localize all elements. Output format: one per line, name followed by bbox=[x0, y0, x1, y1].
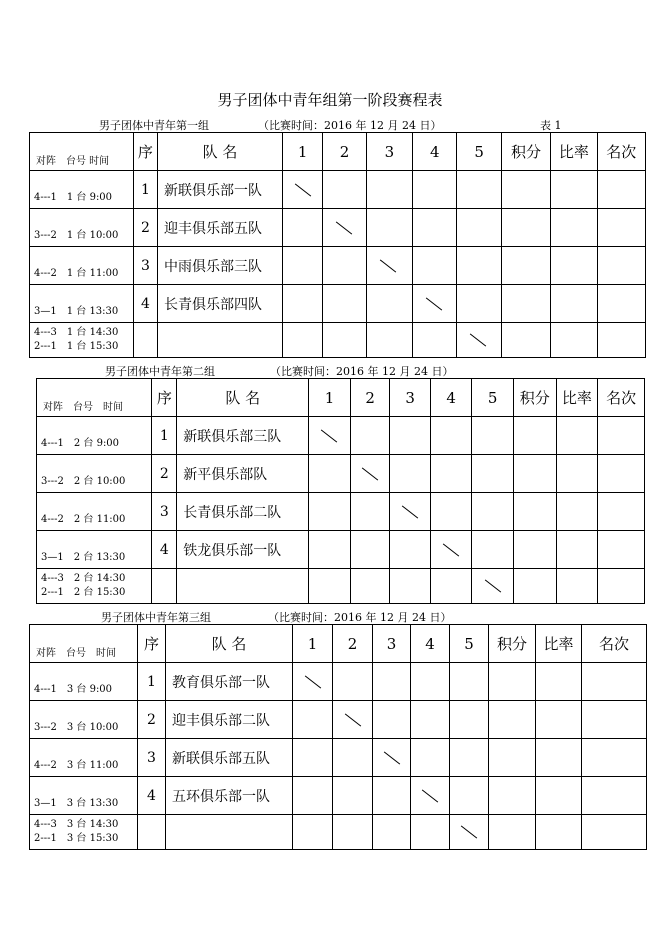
match-cell: 3—1 2 台 13:30 bbox=[37, 531, 152, 569]
diag-cell bbox=[413, 285, 457, 323]
match-cell: 3---2 3 台 10:00 bbox=[30, 701, 138, 739]
team-cell: 五环俱乐部一队 bbox=[166, 777, 293, 815]
match-cell: 4---2 3 台 11:00 bbox=[30, 739, 138, 777]
table-row bbox=[30, 739, 647, 777]
col-header-3: 3 bbox=[390, 379, 431, 417]
team-cell: 新平俱乐部队 bbox=[177, 455, 309, 493]
rank-header: 名次 bbox=[598, 379, 645, 417]
col-header-2: 2 bbox=[350, 379, 389, 417]
table-row bbox=[30, 663, 647, 701]
match-cell: 3---2 1 台 10:00 bbox=[30, 209, 134, 247]
diag-cell bbox=[457, 323, 501, 358]
diagonal-line bbox=[295, 183, 311, 196]
diag-cell bbox=[366, 247, 412, 285]
seq-cell: 2 bbox=[152, 455, 177, 493]
match-cell bbox=[37, 569, 152, 604]
diag-cell bbox=[293, 663, 333, 701]
score-header: 积分 bbox=[513, 379, 556, 417]
col-header-2: 2 bbox=[333, 625, 373, 663]
rank-header: 名次 bbox=[582, 625, 647, 663]
group3-name: 男子团体中青年第三组 bbox=[101, 611, 211, 624]
col-header-4: 4 bbox=[430, 379, 472, 417]
seq-header: 序 bbox=[152, 379, 177, 417]
table-row bbox=[30, 247, 646, 285]
table-row bbox=[30, 323, 646, 358]
seq-cell: 3 bbox=[138, 739, 166, 777]
match-line: 2---1 2 台 15:30 bbox=[41, 587, 126, 598]
team-header: 队 名 bbox=[158, 133, 283, 171]
team-cell: 长青俱乐部二队 bbox=[177, 493, 309, 531]
seq-cell: 2 bbox=[133, 209, 157, 247]
team-cell: 长青俱乐部四队 bbox=[158, 285, 283, 323]
table-row bbox=[30, 285, 646, 323]
diagonal-line bbox=[484, 579, 500, 592]
col-header-5: 5 bbox=[457, 133, 501, 171]
col-header-3: 3 bbox=[366, 133, 412, 171]
group2-table bbox=[36, 378, 645, 604]
match-cell bbox=[30, 323, 134, 358]
col-header-1: 1 bbox=[293, 625, 333, 663]
seq-header: 序 bbox=[133, 133, 157, 171]
seq-cell: 1 bbox=[133, 171, 157, 209]
match-header: 对阵 台号 时间 bbox=[37, 379, 152, 417]
match-line: 4---3 1 台 14:30 bbox=[34, 327, 119, 338]
diagonal-line bbox=[402, 505, 418, 518]
seq-cell: 3 bbox=[152, 493, 177, 531]
diag-cell bbox=[323, 209, 366, 247]
page-title: 男子团体中青年组第一阶段赛程表 bbox=[217, 91, 443, 109]
match-cell: 3---2 2 台 10:00 bbox=[37, 455, 152, 493]
diagonal-line bbox=[344, 713, 360, 726]
diag-cell bbox=[333, 701, 373, 739]
ratio-header: 比率 bbox=[551, 133, 597, 171]
group1-table bbox=[29, 132, 646, 358]
team-cell: 教育俱乐部一队 bbox=[166, 663, 293, 701]
diag-cell bbox=[430, 531, 472, 569]
table-row bbox=[37, 531, 645, 569]
group1-table-no: 表 1 bbox=[540, 119, 562, 132]
table-row bbox=[30, 815, 647, 850]
score-header: 积分 bbox=[501, 133, 550, 171]
diagonal-line bbox=[461, 825, 477, 838]
diag-cell bbox=[283, 171, 323, 209]
table-row bbox=[37, 455, 645, 493]
match-line: 2---1 1 台 15:30 bbox=[34, 341, 119, 352]
table-header-row bbox=[37, 379, 645, 417]
diagonal-line bbox=[426, 297, 442, 310]
group3-table bbox=[29, 624, 647, 850]
group2-name: 男子团体中青年第二组 bbox=[105, 365, 215, 378]
seq-cell: 3 bbox=[133, 247, 157, 285]
diagonal-line bbox=[336, 221, 352, 234]
diagonal-line bbox=[384, 751, 400, 764]
team-header: 队 名 bbox=[166, 625, 293, 663]
team-cell: 新联俱乐部三队 bbox=[177, 417, 309, 455]
diag-cell bbox=[390, 493, 431, 531]
seq-cell: 1 bbox=[152, 417, 177, 455]
group1-name: 男子团体中青年第一组 bbox=[99, 119, 209, 132]
ratio-header: 比率 bbox=[556, 379, 598, 417]
match-cell: 4---1 1 台 9:00 bbox=[30, 171, 134, 209]
match-line: 2---1 3 台 15:30 bbox=[34, 833, 119, 844]
diagonal-line bbox=[470, 333, 486, 346]
match-header: 对阵 台号 时间 bbox=[30, 625, 138, 663]
diagonal-line bbox=[304, 675, 320, 688]
group3-time: （比赛时间：2016 年 12 月 24 日） bbox=[268, 611, 452, 624]
diag-cell bbox=[472, 569, 514, 604]
group2-time: （比赛时间：2016 年 12 月 24 日） bbox=[270, 365, 454, 378]
diagonal-line bbox=[443, 543, 459, 556]
seq-cell: 1 bbox=[138, 663, 166, 701]
table-row bbox=[37, 569, 645, 604]
match-line: 4---3 2 台 14:30 bbox=[41, 573, 126, 584]
rank-header: 名次 bbox=[597, 133, 645, 171]
diag-cell bbox=[450, 815, 489, 850]
seq-cell: 4 bbox=[138, 777, 166, 815]
match-line: 4---3 3 台 14:30 bbox=[34, 819, 119, 830]
match-cell: 4---1 3 台 9:00 bbox=[30, 663, 138, 701]
seq-header: 序 bbox=[138, 625, 166, 663]
group1-time: （比赛时间：2016 年 12 月 24 日） bbox=[258, 119, 442, 132]
col-header-4: 4 bbox=[413, 133, 457, 171]
team-cell: 新联俱乐部一队 bbox=[158, 171, 283, 209]
col-header-5: 5 bbox=[450, 625, 489, 663]
diag-cell bbox=[373, 739, 411, 777]
score-header: 积分 bbox=[489, 625, 536, 663]
team-cell: 迎丰俱乐部二队 bbox=[166, 701, 293, 739]
match-cell bbox=[30, 815, 138, 850]
diagonal-line bbox=[362, 467, 378, 480]
table-row bbox=[37, 493, 645, 531]
match-cell: 4---2 2 台 11:00 bbox=[37, 493, 152, 531]
match-cell: 3—1 3 台 13:30 bbox=[30, 777, 138, 815]
table-row bbox=[30, 171, 646, 209]
table-row bbox=[30, 209, 646, 247]
diagonal-line bbox=[380, 259, 396, 272]
table-row bbox=[37, 417, 645, 455]
col-header-4: 4 bbox=[411, 625, 450, 663]
table-row bbox=[30, 777, 647, 815]
match-cell: 4---1 2 台 9:00 bbox=[37, 417, 152, 455]
team-cell: 新联俱乐部五队 bbox=[166, 739, 293, 777]
team-cell: 铁龙俱乐部一队 bbox=[177, 531, 309, 569]
ratio-header: 比率 bbox=[536, 625, 582, 663]
col-header-2: 2 bbox=[323, 133, 366, 171]
match-cell: 3—1 1 台 13:30 bbox=[30, 285, 134, 323]
team-cell: 中雨俱乐部三队 bbox=[158, 247, 283, 285]
seq-cell: 2 bbox=[138, 701, 166, 739]
col-header-1: 1 bbox=[309, 379, 351, 417]
match-header: 对阵 台号 时间 bbox=[30, 133, 134, 171]
table-header-row bbox=[30, 625, 647, 663]
team-header: 队 名 bbox=[177, 379, 309, 417]
table-row bbox=[30, 701, 647, 739]
diagonal-line bbox=[422, 789, 438, 802]
diag-cell bbox=[309, 417, 351, 455]
seq-cell: 4 bbox=[152, 531, 177, 569]
seq-cell: 4 bbox=[133, 285, 157, 323]
table-header-row bbox=[30, 133, 646, 171]
col-header-3: 3 bbox=[373, 625, 411, 663]
diag-cell bbox=[350, 455, 389, 493]
col-header-1: 1 bbox=[283, 133, 323, 171]
diagonal-line bbox=[321, 429, 337, 442]
team-cell: 迎丰俱乐部五队 bbox=[158, 209, 283, 247]
match-cell: 4---2 1 台 11:00 bbox=[30, 247, 134, 285]
col-header-5: 5 bbox=[472, 379, 514, 417]
diag-cell bbox=[411, 777, 450, 815]
